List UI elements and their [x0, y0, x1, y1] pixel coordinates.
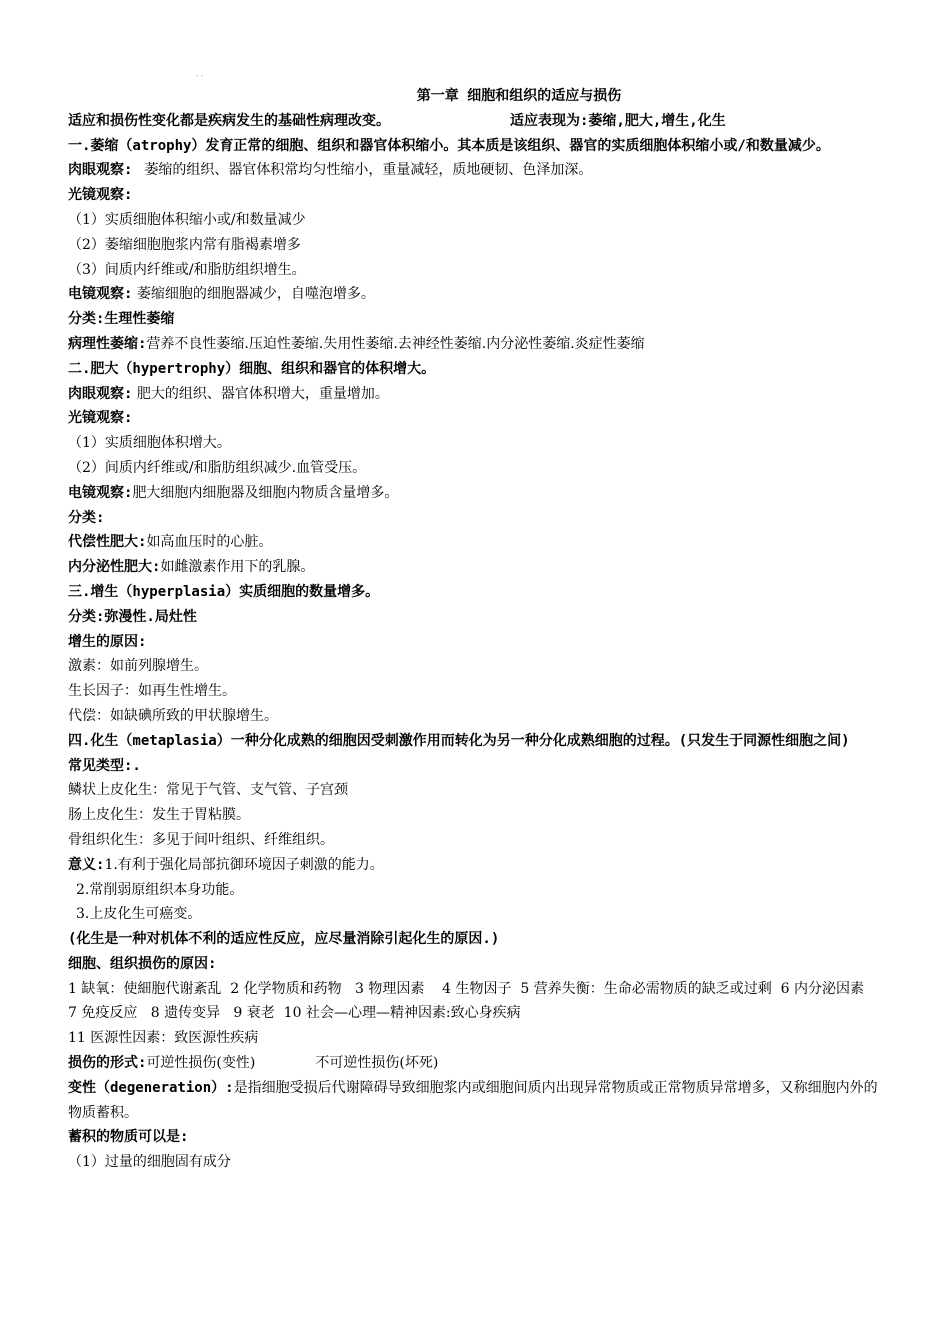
text: 萎缩细胞的细胞器减少，自噬泡增多。	[136, 286, 375, 303]
degeneration-definition	[68, 1076, 880, 1126]
text: 如雌激素作用下的乳腺。	[160, 559, 315, 576]
atrophy-lm-1: （1）实质细胞体积缩小或/和数量减少	[68, 211, 306, 228]
accumulation-1: （1）过量的细胞固有成分	[68, 1154, 231, 1171]
page-title: 第一章 细胞和组织的适应与损伤	[416, 88, 622, 104]
label: 损伤的形式:	[68, 1055, 147, 1072]
text: 萎缩的组织、器官体积常均匀性缩小，重量减轻，质地硬韧、色泽加深。	[144, 162, 593, 179]
text: 是指细胞受损后代谢障碍导致细胞浆内或细胞间质内出现异常物质或正常物质异常增多，又称细胞内外的物质蓄积。	[68, 1079, 878, 1121]
injury-causes-heading: 细胞、组织损伤的原因:	[68, 955, 217, 972]
injury-causes-11: 11 医源性因素：致医源性疾病	[68, 1030, 259, 1047]
label: 意义:	[68, 856, 105, 873]
text: 如高血压时的心脏。	[146, 534, 273, 551]
hypertrophy-gross	[68, 382, 880, 407]
label: 肉眼观察:	[68, 162, 133, 179]
hyperplasia-class: 分类:弥漫性.局灶性	[68, 608, 197, 625]
label: 内分泌性肥大:	[68, 559, 161, 576]
hypertrophy-compensatory	[68, 530, 880, 555]
atrophy-em	[68, 282, 880, 307]
accumulation-heading: 蓄积的物质可以是:	[68, 1129, 189, 1146]
label: 变性（degeneration）:	[68, 1079, 234, 1096]
hypertrophy-endocrine	[68, 555, 880, 580]
hypertrophy-lm-1: （1）实质细胞体积增大。	[68, 435, 231, 452]
metaplasia-significance-2: 2.常削弱原组织本身功能。	[76, 881, 244, 898]
metaplasia-type-1: 鳞状上皮化生：常见于气管、支气管、子宫颈	[68, 782, 348, 799]
text: 肥大的组织、器官体积增大，重量增加。	[136, 385, 389, 402]
injury-causes-list: 1 缺氧：使細胞代谢紊乱 2 化学物质和药物 3 物理因素 4 生物因子 5 营养失衡：生命必需物质的缺乏或过剩 6 内分泌因素 7 免疫反应 8 遗传变异 9 衰老 10 社会—心理—精神因素:致心身疾病	[68, 980, 878, 1022]
header-mark: - -	[196, 72, 203, 80]
hyperplasia-cause-2: 生长因子：如再生性增生。	[68, 683, 236, 700]
metaplasia-significance-3: 3.上皮化生可癌变。	[76, 906, 202, 923]
hyperplasia-cause: 增生的原因:	[68, 633, 147, 650]
text: 肥大细胞内细胞器及细胞内物质含量增多。	[132, 484, 399, 501]
atrophy-pathologic	[68, 332, 880, 357]
hyperplasia-cause-1: 激素：如前列腺增生。	[68, 658, 208, 675]
intro-left: 适应和损伤性变化都是疾病发生的基础性病理改变。	[68, 112, 390, 129]
intro-right: 适应表现为:萎缩,肥大,增生,化生	[510, 112, 726, 129]
section-metaplasia-heading: 四.化生（metaplasia）一种分化成熟的细胞因受刺激作用而转化为另一种分化成熟细胞的过程。(只发生于同源性细胞之间)	[68, 732, 850, 749]
atrophy-gross	[68, 158, 880, 183]
metaplasia-type-2: 肠上皮化生：发生于胃粘膜。	[68, 807, 250, 824]
intro-line	[68, 109, 880, 134]
atrophy-class: 分类:生理性萎缩	[68, 311, 175, 328]
section-atrophy-heading: 一.萎缩（atrophy）发育正常的细胞、组织和器官体积缩小。其本质是该组织、器官的实质细胞体积缩小或/和数量减少。	[68, 137, 830, 154]
label: 电镜观察:	[68, 286, 133, 303]
label: 代偿性肥大:	[68, 534, 147, 551]
section-hyperplasia-heading: 三.增生（hyperplasia）实质细胞的数量增多。	[68, 583, 380, 600]
text: 营养不良性萎缩.压迫性萎缩.失用性萎缩.去神经性萎缩.内分泌性萎缩.炎症性萎缩	[146, 335, 645, 352]
label: 肉眼观察:	[68, 385, 133, 402]
irreversible: 不可逆性损伤(坏死)	[315, 1055, 439, 1072]
hypertrophy-em	[68, 481, 880, 506]
metaplasia-note: (化生是一种对机体不利的适应性反应，应尽量消除引起化生的原因.)	[68, 931, 500, 948]
atrophy-lm-label: 光镜观察:	[68, 187, 133, 204]
hyperplasia-cause-3: 代偿：如缺碘所致的甲状腺增生。	[68, 707, 278, 724]
document-page	[68, 84, 880, 1175]
hypertrophy-lm-2: （2）间质内纤维或/和脂肪组织减少.血管受压。	[68, 459, 367, 476]
hypertrophy-class: 分类:	[68, 509, 105, 526]
hypertrophy-lm-label: 光镜观察:	[68, 410, 133, 427]
section-hypertrophy-heading: 二.肥大（hypertrophy）细胞、组织和器官的体积增大。	[68, 360, 436, 377]
atrophy-lm-3: （3）间质内纤维或/和脂肪组织增生。	[68, 261, 306, 278]
label: 病理性萎缩:	[68, 335, 147, 352]
metaplasia-type-3: 骨组织化生：多见于间叶组织、纤维组织。	[68, 831, 334, 848]
label: 电镜观察:	[68, 484, 133, 501]
text: 1.有利于强化局部抗御环境因子刺激的能力。	[104, 856, 384, 873]
metaplasia-significance	[68, 853, 880, 878]
atrophy-lm-2: （2）萎缩细胞胞浆内常有脂褐素增多	[68, 236, 301, 253]
metaplasia-types: 常见类型:.	[68, 757, 141, 774]
reversible: 可逆性损伤(变性)	[146, 1055, 256, 1072]
injury-forms	[68, 1051, 880, 1076]
